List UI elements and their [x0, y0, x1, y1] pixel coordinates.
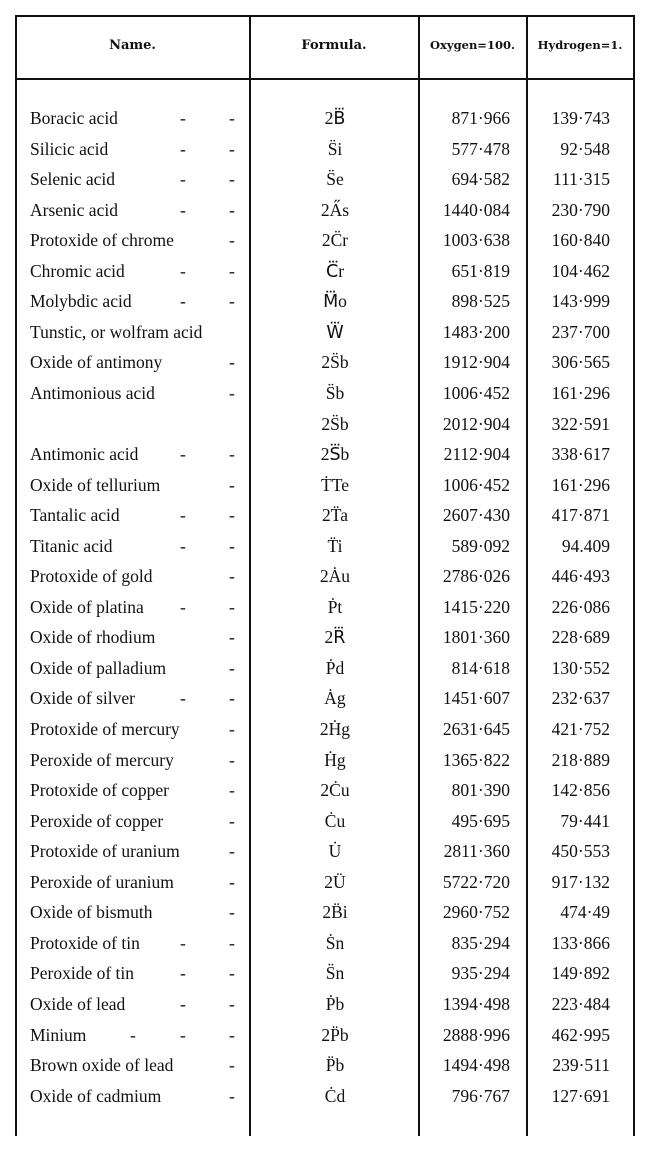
row-name: Oxide of cadmium: [30, 1085, 162, 1106]
row-name: Minium: [30, 1024, 87, 1045]
leader-dash: -: [229, 657, 235, 678]
leader-dash: -: [180, 169, 186, 190]
leader-dash: -: [180, 932, 186, 953]
leader-dash: -: [229, 688, 235, 709]
row-hydrogen-value: 230·790: [551, 199, 610, 220]
leader-dash: -: [229, 505, 235, 526]
row-oxygen-value: 1451·607: [442, 688, 510, 709]
table-row: [0, 597, 650, 627]
row-hydrogen-value: 237·700: [551, 321, 610, 342]
row-hydrogen-value: 446·493: [551, 566, 610, 587]
row-formula: 2Ḣg: [319, 719, 351, 739]
row-oxygen-value: 2888·996: [442, 1024, 510, 1045]
leader-dash: -: [180, 1024, 186, 1045]
table-row: [0, 536, 650, 566]
row-name: Oxide of tellurium: [30, 474, 161, 495]
row-name: Oxide of bismuth: [30, 902, 153, 923]
header-formula: Formula.: [301, 38, 367, 53]
row-hydrogen-value: 133·866: [551, 932, 610, 953]
leader-dash: -: [229, 108, 235, 128]
row-name: Protoxide of chrome: [30, 230, 174, 251]
row-oxygen-value: 495·695: [451, 810, 510, 831]
table-row: [0, 872, 650, 902]
leader-dash: -: [229, 780, 235, 801]
table-row: [0, 230, 650, 260]
row-oxygen-value: 835·294: [451, 932, 510, 953]
leader-dash: -: [229, 993, 235, 1014]
leader-dash: -: [229, 291, 235, 312]
row-name: Oxide of silver: [30, 688, 135, 709]
table-row: [0, 383, 650, 413]
table-row: [0, 1055, 650, 1085]
leader-dash: -: [229, 199, 235, 220]
row-oxygen-value: 814·618: [451, 657, 510, 678]
leader-dash: -: [229, 566, 235, 587]
table-top-rule: [15, 15, 634, 17]
row-hydrogen-value: 462·995: [551, 1024, 610, 1045]
row-formula: 2A̋s: [320, 199, 350, 220]
table-row: [0, 719, 650, 749]
table-row: [0, 475, 650, 505]
leader-dash: -: [229, 627, 235, 648]
row-formula: Ṗt: [327, 596, 343, 617]
leader-dash: -: [180, 505, 186, 526]
row-formula: Ḣg: [324, 749, 346, 770]
row-formula: 2B̈i: [322, 902, 348, 923]
row-name: Protoxide of uranium: [30, 841, 180, 862]
leader-dash: -: [229, 260, 235, 281]
row-formula: Ṗb: [325, 993, 345, 1014]
table-row: [0, 291, 650, 321]
row-hydrogen-value: 228·689: [551, 627, 610, 648]
row-oxygen-value: 651·819: [451, 260, 510, 281]
table-row: [0, 688, 650, 718]
row-oxygen-value: 2786·026: [442, 566, 510, 587]
leader-dash: -: [229, 963, 235, 984]
leader-dash: -: [229, 138, 235, 159]
leader-dash: -: [229, 169, 235, 190]
leader-dash: -: [229, 841, 235, 862]
leader-dash: -: [229, 810, 235, 831]
table-row: [0, 444, 650, 474]
row-oxygen-value: 2112·904: [443, 444, 510, 465]
row-hydrogen-value: 127·691: [551, 1085, 610, 1106]
row-name: Protoxide of gold: [30, 566, 153, 587]
row-formula: T̈i: [327, 535, 343, 556]
row-formula: 2C̈r: [321, 230, 349, 251]
row-name: Molybdic acid: [30, 291, 132, 312]
row-name: Protoxide of copper: [30, 780, 169, 801]
row-oxygen-value: 1006·452: [442, 474, 510, 495]
leader-dash: -: [180, 291, 186, 312]
table-row: [0, 658, 650, 688]
row-oxygen-value: 1801·360: [442, 627, 510, 648]
table-row: [0, 627, 650, 657]
row-oxygen-value: 1365·822: [442, 749, 510, 770]
row-name: Peroxide of mercury: [30, 749, 174, 770]
table-row: [0, 994, 650, 1024]
leader-dash: -: [229, 932, 235, 953]
row-formula: 2T̈a: [322, 505, 348, 526]
row-hydrogen-value: 306·565: [551, 352, 610, 373]
table-row: [0, 902, 650, 932]
row-name: Peroxide of tin: [30, 963, 135, 984]
row-formula: 2S̈b: [321, 352, 349, 373]
row-formula: 2S⃛b: [320, 444, 350, 465]
leader-dash: -: [229, 444, 235, 465]
row-hydrogen-value: 232·637: [551, 688, 610, 709]
leader-dash: -: [229, 719, 235, 739]
leader-dash: -: [229, 1024, 235, 1045]
table-row: [0, 841, 650, 871]
row-hydrogen-value: 161·296: [551, 382, 610, 403]
row-hydrogen-value: 94.409: [561, 535, 610, 556]
leader-dash: -: [229, 1055, 235, 1076]
row-formula: Ṡn: [325, 932, 345, 953]
table-row: [0, 139, 650, 169]
table-row: [0, 169, 650, 199]
leader-dash: -: [229, 474, 235, 495]
row-formula: 2R⃛: [324, 627, 346, 648]
row-formula: Ṗd: [325, 657, 345, 678]
row-formula: Ċd: [324, 1085, 346, 1106]
row-name: Chromic acid: [30, 260, 125, 281]
row-hydrogen-value: 149·892: [551, 963, 610, 984]
row-formula: P̈b: [325, 1055, 345, 1076]
row-hydrogen-value: 143·999: [551, 291, 610, 312]
row-oxygen-value: 577·478: [451, 138, 510, 159]
leader-dash: -: [229, 382, 235, 403]
row-name: Silicic acid: [30, 138, 109, 159]
leader-dash: -: [229, 230, 235, 251]
table-row: [0, 352, 650, 382]
row-formula: 2P̈b: [321, 1024, 349, 1045]
leader-dash: -: [180, 444, 186, 465]
row-oxygen-value: 1494·498: [442, 1055, 510, 1076]
leader-dash: -: [180, 993, 186, 1014]
row-hydrogen-value: 417·871: [551, 505, 610, 526]
row-formula: 2S̈b: [321, 413, 349, 434]
table-row: [0, 108, 650, 138]
row-formula: S̈n: [325, 963, 345, 984]
leader-dash: -: [229, 1085, 235, 1106]
leader-dash: -: [180, 596, 186, 617]
row-name: Antimonic acid: [30, 444, 139, 465]
row-hydrogen-value: 226·086: [551, 596, 610, 617]
row-hydrogen-value: 160·840: [551, 230, 610, 251]
row-oxygen-value: 796·767: [451, 1085, 510, 1106]
row-hydrogen-value: 338·617: [551, 444, 610, 465]
row-name: Titanic acid: [30, 535, 113, 556]
row-hydrogen-value: 130·552: [551, 657, 610, 678]
row-formula: M⃛o: [323, 291, 347, 312]
row-name: Oxide of rhodium: [30, 627, 156, 648]
row-oxygen-value: 2631·645: [442, 719, 510, 739]
row-hydrogen-value: 218·889: [551, 749, 610, 770]
row-oxygen-value: 1912·904: [442, 352, 510, 373]
row-oxygen-value: 1006·452: [442, 382, 510, 403]
row-oxygen-value: 2960·752: [442, 902, 510, 923]
table-row: [0, 780, 650, 810]
leader-dash: -: [180, 260, 186, 281]
row-formula: ṪTe: [321, 474, 349, 495]
row-hydrogen-value: 161·296: [551, 474, 610, 495]
row-hydrogen-value: 421·752: [551, 719, 610, 739]
row-hydrogen-value: 111·315: [552, 169, 610, 190]
row-oxygen-value: 2607·430: [442, 505, 510, 526]
table-row: [0, 200, 650, 230]
table-row: [0, 1025, 650, 1055]
row-oxygen-value: 694·582: [451, 169, 510, 190]
row-name: Oxide of platina: [30, 596, 144, 617]
row-hydrogen-value: 142·856: [551, 780, 610, 801]
row-formula: C⃛r: [325, 260, 345, 281]
row-formula: 2B⃛: [324, 108, 346, 128]
row-oxygen-value: 1415·220: [442, 596, 510, 617]
table-row: [0, 963, 650, 993]
row-hydrogen-value: 322·591: [551, 413, 610, 434]
header-oxygen: Oxygen=100.: [430, 38, 515, 52]
row-oxygen-value: 871·966: [451, 108, 510, 128]
row-oxygen-value: 589·092: [451, 535, 510, 556]
table-row: [0, 566, 650, 596]
row-name: Antimonious acid: [30, 382, 155, 403]
row-oxygen-value: 2012·904: [442, 413, 510, 434]
row-name: Peroxide of uranium: [30, 871, 174, 892]
leader-dash: -: [229, 352, 235, 373]
row-hydrogen-value: 223·484: [551, 993, 610, 1014]
row-formula: S̈e: [326, 169, 344, 190]
row-formula: 2Ċu: [320, 780, 350, 801]
table-row: [0, 322, 650, 352]
leader-dash: -: [180, 138, 186, 159]
leader-dash: -: [180, 199, 186, 220]
row-formula: 2Ȧu: [319, 566, 351, 587]
row-hydrogen-value: 104·462: [551, 260, 610, 281]
row-name: Tantalic acid: [30, 505, 120, 526]
row-hydrogen-value: 79·441: [560, 810, 610, 831]
row-oxygen-value: 1483·200: [442, 321, 510, 342]
row-oxygen-value: 1394·498: [442, 993, 510, 1014]
row-formula: Ċu: [324, 810, 346, 831]
header-name: Name.: [109, 38, 156, 53]
row-oxygen-value: 5722·720: [442, 871, 510, 892]
leader-dash: -: [229, 535, 235, 556]
leader-dash: -: [229, 902, 235, 923]
row-formula: S̈b: [325, 382, 345, 403]
table-row: [0, 811, 650, 841]
row-name: Oxide of lead: [30, 993, 126, 1014]
row-formula: 2Ü: [324, 871, 346, 892]
row-oxygen-value: 1440·084: [442, 199, 510, 220]
row-hydrogen-value: 239·511: [552, 1055, 610, 1076]
header-bottom-rule: [15, 78, 634, 80]
row-formula: W⃛: [326, 321, 344, 342]
row-name: Oxide of antimony: [30, 352, 163, 373]
row-formula: U̇: [328, 841, 342, 862]
row-oxygen-value: 1003·638: [442, 230, 510, 251]
header-hydrogen: Hydrogen=1.: [537, 38, 623, 52]
row-name: Oxide of palladium: [30, 657, 167, 678]
leader-dash: -: [229, 749, 235, 770]
row-name: Protoxide of mercury: [30, 719, 180, 739]
row-formula: Ȧg: [324, 688, 346, 709]
row-name: Selenic acid: [30, 169, 116, 190]
leader-dash: -: [180, 963, 186, 984]
row-hydrogen-value: 92·548: [560, 138, 610, 159]
row-hydrogen-value: 917·132: [551, 871, 610, 892]
row-name: Boracic acid: [30, 108, 118, 128]
row-name: Peroxide of copper: [30, 810, 164, 831]
row-name: Arsenic acid: [30, 199, 118, 220]
leader-dash: -: [229, 871, 235, 892]
leader-dash: -: [180, 535, 186, 556]
row-name: Tunstic, or wolfram acid: [30, 321, 203, 342]
row-name: Protoxide of tin: [30, 932, 140, 953]
table-row: [0, 750, 650, 780]
row-hydrogen-value: 474·49: [560, 902, 610, 923]
table-row: [0, 933, 650, 963]
leader-dash: -: [130, 1024, 136, 1045]
row-oxygen-value: 935·294: [451, 963, 510, 984]
row-oxygen-value: 2811·360: [443, 841, 510, 862]
leader-dash: -: [229, 596, 235, 617]
row-hydrogen-value: 139·743: [551, 108, 610, 128]
row-oxygen-value: 898·525: [451, 291, 510, 312]
row-hydrogen-value: 450·553: [551, 841, 610, 862]
row-formula: S̈i: [327, 138, 343, 159]
row-oxygen-value: 801·390: [451, 780, 510, 801]
table-row: [0, 261, 650, 291]
leader-dash: -: [180, 108, 186, 128]
leader-dash: -: [180, 688, 186, 709]
table-row: [0, 414, 650, 444]
row-name: Brown oxide of lead: [30, 1055, 174, 1076]
table-row: [0, 1086, 650, 1116]
table-row: [0, 505, 650, 535]
